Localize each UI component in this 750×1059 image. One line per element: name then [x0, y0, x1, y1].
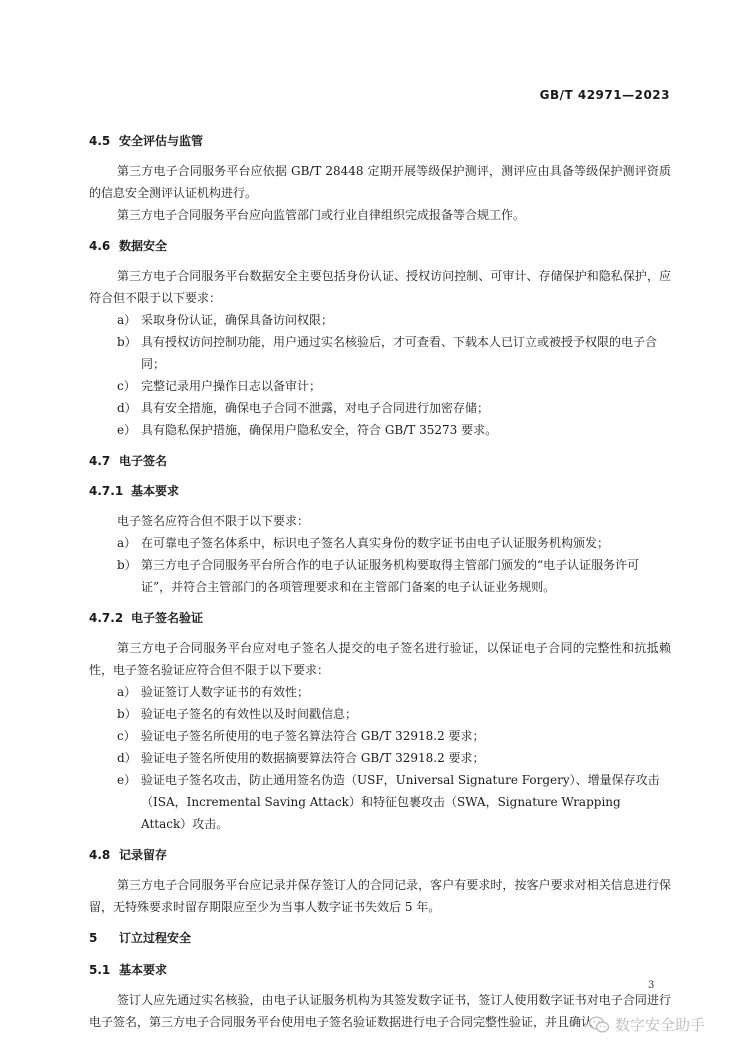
section-heading-4-6 [89, 235, 671, 258]
wechat-icon [588, 1015, 610, 1035]
section-title: 电子签名验证 [131, 611, 204, 625]
list-item-text: 第三方电子合同服务平台所合作的电子认证服务机构要取得主管部门颁发的“电子认证服务许可证”，并符合主管部门的各项管理要求和在主管部门备案的电子认证业务规则。 [141, 558, 640, 594]
list-item [89, 397, 671, 419]
section-number: 5 [89, 931, 98, 945]
list-marker: e） [117, 773, 137, 787]
section-heading-5-1 [89, 959, 671, 982]
section-number: 4.7.2 [89, 611, 124, 625]
list-marker: c） [117, 729, 136, 743]
list-item [89, 309, 671, 331]
watermark [588, 1014, 705, 1035]
section-heading-4-7 [89, 450, 671, 473]
section-number: 4.7.1 [89, 484, 124, 498]
list-item-text: 验证电子签名所使用的数据摘要算法符合 GB/T 32918.2 要求； [141, 751, 485, 765]
section-number: 4.5 [89, 134, 111, 148]
list-marker: a） [117, 536, 137, 550]
list-item-text: 验证签订人数字证书的有效性； [141, 685, 310, 699]
list-marker: c） [117, 379, 136, 393]
paragraph: 第三方电子合同服务平台数据安全主要包括身份认证、授权访问控制、可审计、存储保护和隐私保护，应符合但不限于以下要求： [89, 269, 671, 305]
list-item [89, 703, 671, 725]
page-content [89, 130, 671, 1033]
list-marker: d） [117, 401, 137, 415]
section-number: 4.7 [89, 454, 111, 468]
paragraph: 电子签名应符合但不限于以下要求： [117, 514, 310, 528]
list-item-text: 具有授权访问控制功能，用户通过实名核验后，才可查看、下载本人已订立或被授予权限的电子合同； [141, 335, 658, 371]
list-item-text: 具有隐私保护措施，确保用户隐私安全，符合 GB/T 35273 要求。 [141, 423, 498, 437]
watermark-text: 数字安全助手 [615, 1016, 706, 1034]
section-title: 数据安全 [119, 239, 168, 253]
list-item [89, 681, 671, 703]
list-marker: d） [117, 751, 137, 765]
section-number: 4.8 [89, 848, 111, 862]
list-item [89, 725, 671, 747]
list-item-text: 验证电子签名所使用的电子签名算法符合 GB/T 32918.2 要求； [141, 729, 485, 743]
section-title: 基本要求 [131, 484, 180, 498]
section-number: 4.6 [89, 239, 111, 253]
standard-code: GB/T 42971—2023 [539, 88, 670, 102]
list-marker: b） [117, 707, 137, 721]
section-heading-5 [89, 927, 671, 950]
section-heading-4-7-2 [89, 607, 671, 630]
paragraph: 第三方电子合同服务平台应对电子签名人提交的电子签名进行验证，以保证电子合同的完整性和抗抵赖性，电子签名验证应符合但不限于以下要求： [89, 641, 671, 677]
section-heading-4-5 [89, 130, 671, 153]
list-item-text: 采取身份认证，确保具备访问权限； [141, 313, 334, 327]
paragraph: 第三方电子合同服务平台应向监管部门或行业自律组织完成报备等合规工作。 [117, 208, 526, 222]
list-item-text: 在可靠电子签名体系中，标识电子签名人真实身份的数字证书由电子认证服务机构颁发； [141, 536, 610, 550]
list-item-text: 验证电子签名攻击，防止通用签名伪造（USF，Universal Signature Forgery）、增量保存攻击（ISA，Incremental Saving Attack）和特征包裹攻击（SWA，Signature Wrapping Attack）攻击。 [141, 773, 660, 831]
section-title: 订立过程安全 [119, 931, 192, 945]
list-marker: a） [117, 313, 137, 327]
paragraph: 第三方电子合同服务平台应依据 GB/T 28448 定期开展等级保护测评，测评应由具备等级保护测评资质的信息安全测评认证机构进行。 [89, 164, 671, 200]
list-marker: b） [117, 558, 137, 572]
section-title: 基本要求 [119, 963, 168, 977]
list-marker: b） [117, 335, 137, 349]
section-heading-4-7-1 [89, 480, 671, 503]
list-item-text: 具有安全措施，确保电子合同不泄露，对电子合同进行加密存储； [141, 401, 490, 415]
section-title: 安全评估与监管 [119, 134, 204, 148]
section-heading-4-8 [89, 844, 671, 867]
section-title: 记录留存 [119, 848, 168, 862]
page-number: 3 [648, 980, 655, 991]
list-item [89, 769, 671, 835]
section-title: 电子签名 [119, 454, 168, 468]
list-item-text: 验证电子签名的有效性以及时间戳信息； [141, 707, 358, 721]
paragraph: 签订人应先通过实名核验，由电子认证服务机构为其签发数字证书，签订人使用数字证书对电子合同进行电子签名，第三方电子合同服务平台使用电子签名验证数据进行电子合同完整性验证，并且确认 [89, 993, 671, 1029]
list-item [89, 331, 671, 375]
section-number: 5.1 [89, 963, 111, 977]
list-item-text: 完整记录用户操作日志以备审计； [141, 379, 322, 393]
list-item [89, 532, 671, 554]
paragraph: 第三方电子合同服务平台应记录并保存签订人的合同记录，客户有要求时，按客户要求对相关信息进行保留，无特殊要求时留存期限应至少为当事人数字证书失效后 5 年。 [89, 878, 671, 914]
list-item [89, 419, 671, 441]
list-item [89, 375, 671, 397]
list-marker: e） [117, 423, 137, 437]
list-item [89, 554, 671, 598]
list-item [89, 747, 671, 769]
list-marker: a） [117, 685, 137, 699]
